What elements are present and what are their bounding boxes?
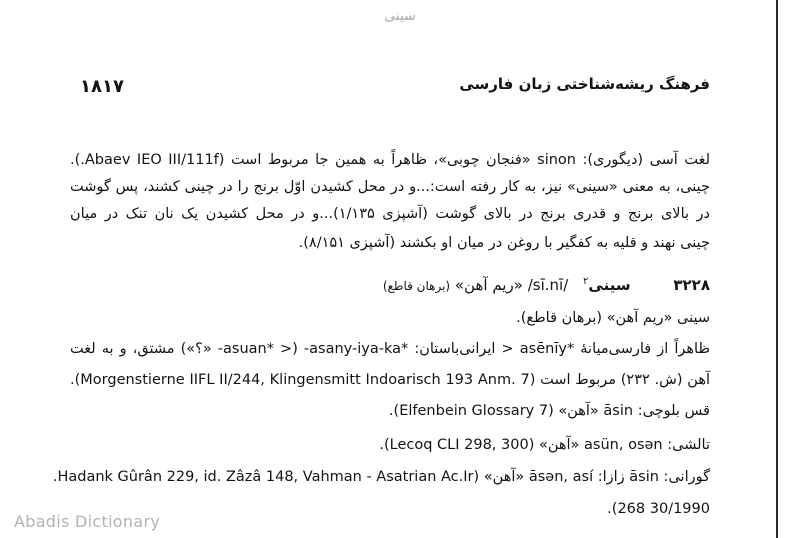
paragraph-line: 30/1990 268). xyxy=(607,501,710,517)
top-title: سینی xyxy=(384,8,416,24)
running-head: فرهنگ ریشه‌شناختی زبان فارسی xyxy=(459,75,710,93)
paragraph-line: در بالای برنج و قدری برنج در بالای گوشت (آشپزی ۱/۱۳۵)...و در محل کشیدن یک نان تنک در میان xyxy=(70,206,710,222)
page-edge-line xyxy=(776,0,778,538)
paragraph-line: سینی «ریم آهن» (برهان قاطع). xyxy=(516,310,710,326)
paragraph-line: لغت آسی (دیگوری): sinon «فنجان چوبی»، ظاهراً به همین جا مربوط است (Abaev IEO III/111f.). xyxy=(70,152,710,168)
entry-number: ۳۲۲۸ xyxy=(673,276,710,294)
paragraph-line: قس بلوچی: āsin «آهن» (Elfenbein Glossary 7). xyxy=(388,403,710,419)
paragraph-line: چینی نهند و قلیه به کفگیر با روغن در میان او بکشند (آشپزی ۸/۱۵۱). xyxy=(298,235,710,251)
entry-headword: سینی xyxy=(588,276,631,294)
paragraph-line: ظاهراً از فارسی‌میانهٔ *asēnīy < ایرانی‌باستان: *asany-iya-ka- (< *asuan- «؟») مشتق، و به لغت xyxy=(70,341,711,357)
entry-superscript: ۲ xyxy=(583,276,589,287)
page-number: ۱۸۱۷ xyxy=(80,76,124,97)
paragraph-line: آهن (ش. ۲۳۲) مربوط است (Morgenstierne IIFL II/244, Klingensmitt Indoarisch 193 Anm. 7). xyxy=(70,372,710,388)
entry-source: (برهان قاطع) xyxy=(382,279,451,293)
entry-heading xyxy=(383,276,710,294)
watermark: Abadis Dictionary xyxy=(14,512,161,531)
paragraph-line: گورانی: āsin زازا: āsən, así «آهن» (Hadank Gûrân 229, id. Zâzâ 148, Vahman - Asatrian Ac.Ir. xyxy=(52,469,710,485)
entry-gloss: «ریم آهن» xyxy=(454,276,523,294)
paragraph-line: تالشی: asün, osən «آهن» (Lecoq CLI 298, 300). xyxy=(379,437,710,453)
paragraph-line: چینی، به معنی «سینی» نیز، به کار رفته است:...و در محل کشیدن اوّل برنج را در چینی کشند، پس گوشت xyxy=(70,179,710,195)
entry-pronunciation: /sī.nī/ xyxy=(527,276,569,294)
